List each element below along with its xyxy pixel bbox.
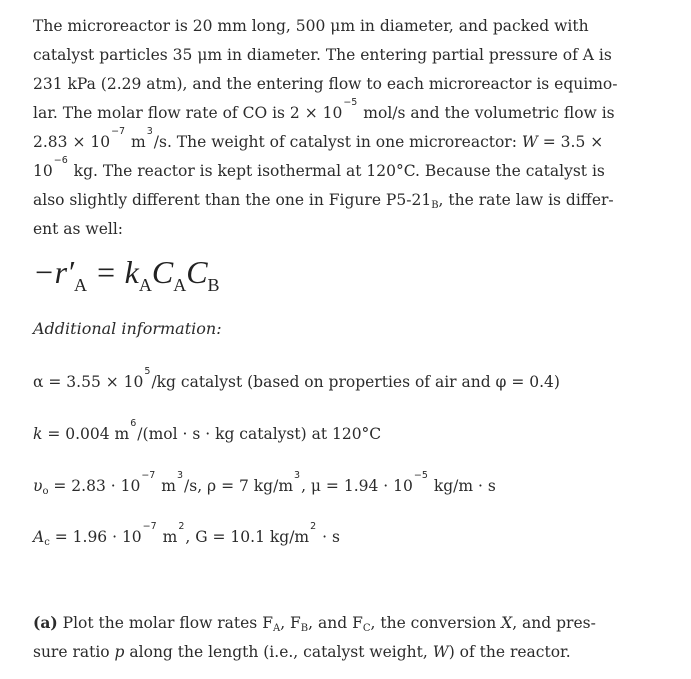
- flow-properties-equation: $\upsilon o = 2.83 \cdot 10^{-7}$ $m^3/s$, ρ = 7 $kg/m^3$, $\mu = 1.94 \cdot 10^{-5}$ kg/m · s: [33, 470, 496, 497]
- paragraph-line-7: also slightly different than the one in Figure P5-21B, the rate law is differ-: [33, 191, 614, 211]
- exponent: 2: [310, 521, 317, 532]
- k-equation: k = 0.004 $m^6/(mol \cdot s$ · kg catalyst) at 120°C: [33, 418, 382, 443]
- area-flux-equation: $Ac = 1.96 \cdot 10^{-7}$ $m^2$, G = 10.1 $kg/m^2 \cdot s$: [33, 521, 340, 548]
- exponent: 3: [146, 126, 153, 137]
- alpha-equation: $\alpha = 3.55 \times 10^5/kg$ catalyst (based on properties of air and φ = 0.4): [33, 366, 560, 391]
- exponent: −7: [141, 470, 156, 481]
- part-a-line-1: (a) Plot the molar flow rates FA, FB, and FC, the conversion X, and pres-: [33, 613, 596, 634]
- exponent: −7: [111, 126, 126, 137]
- figure-reference: Figure P5-21B: [328, 191, 439, 211]
- paragraph-line-3: 231 kPa (2.29 atm), and the entering flow to each microreactor is equimo-: [33, 75, 618, 93]
- paragraph-line-6: $10^{-6}$ kg. The reactor is kept isothermal at 120°C. Because the catalyst is: [33, 155, 605, 180]
- exponent: 5: [144, 366, 151, 377]
- exponent: −6: [53, 155, 68, 166]
- additional-info-heading: Additional information:: [33, 319, 222, 338]
- rate-law-equation: $-r'_A = k_AC_AC_B$: [33, 254, 220, 295]
- exponent: −5: [343, 97, 358, 108]
- exponent: 6: [130, 418, 137, 429]
- exponent: 3: [294, 470, 301, 481]
- exponent: 3: [176, 470, 184, 481]
- paragraph-line-8: ent as well:: [33, 220, 124, 238]
- paragraph-line-4: lar. The molar flow rate of CO is $2 \times 10^{-5}$ mol/s and the volumetric flow is: [33, 97, 615, 122]
- paragraph-line-1: The microreactor is 20 mm long, 500 μm in diameter, and packed with: [33, 17, 589, 35]
- exponent: −7: [142, 521, 157, 532]
- paragraph-line-5: $2.83 \times 10^{-7}$ $m^3/s$. The weight of catalyst in one microreactor: W = 3.5 ×: [33, 126, 604, 151]
- exponent: −5: [413, 470, 428, 481]
- paragraph-line-2: catalyst particles 35 μm in diameter. The entering partial pressure of A is: [33, 46, 612, 64]
- part-a-label: (a): [33, 613, 58, 632]
- part-a-line-2: sure ratio p along the length (i.e., catalyst weight, W) of the reactor.: [33, 643, 571, 661]
- exponent: 2: [178, 521, 185, 532]
